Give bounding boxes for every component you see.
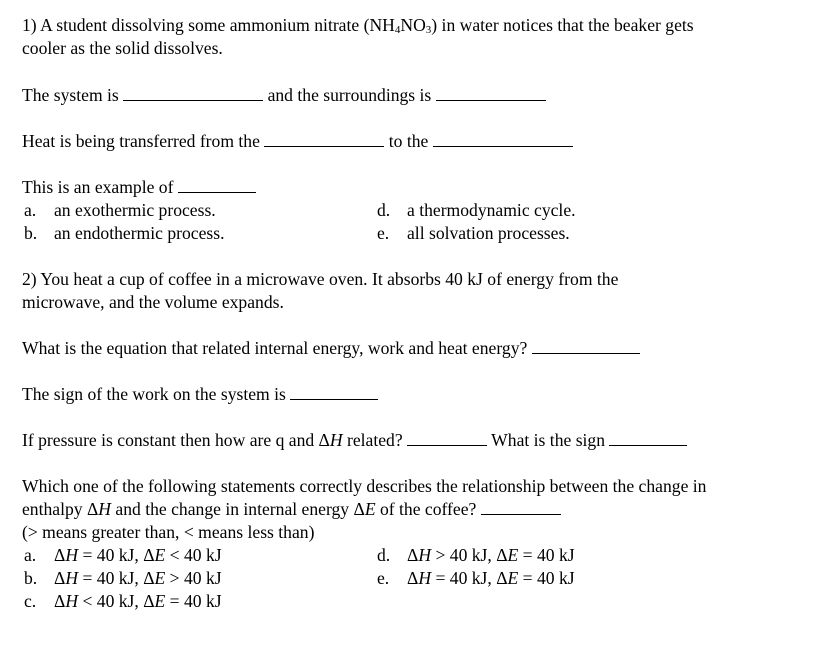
example-answer-blank[interactable] [178,176,256,193]
q1-system-line: The system is and the surroundings is [22,84,546,107]
q2-prompt-line-2: microwave, and the volume expands. [22,292,284,312]
q1-heat-line: Heat is being transferred from the to the [22,130,573,153]
q2-work-sign-line: The sign of the work on the system is [22,383,378,406]
q1-option-b[interactable]: b. an endothermic process. [24,223,225,243]
q2-prompt-line-1: 2) You heat a cup of coffee in a microwave oven. It absorbs 40 kJ of energy from the [22,269,619,289]
q1-option-a[interactable]: a. an exothermic process. [24,200,216,220]
sign-answer-blank[interactable] [609,429,687,446]
q2-option-e[interactable]: e. ΔH = 40 kJ, ΔE = 40 kJ [377,568,575,588]
q2-which-line-2: enthalpy ΔH and the change in internal energy ΔE of the coffee? [22,498,561,521]
heat-to-blank[interactable] [433,130,573,147]
q2-option-c[interactable]: c. ΔH < 40 kJ, ΔE = 40 kJ [24,591,222,611]
equation-answer-blank[interactable] [532,337,640,354]
q1-prompt-line-2: cooler as the solid dissolves. [22,38,223,58]
q-dh-relation-blank[interactable] [407,429,487,446]
q2-option-b[interactable]: b. ΔH = 40 kJ, ΔE > 40 kJ [24,568,222,588]
heat-from-blank[interactable] [264,130,384,147]
q1-option-d[interactable]: d. a thermodynamic cycle. [377,200,576,220]
q2-option-d[interactable]: d. ΔH > 40 kJ, ΔE = 40 kJ [377,545,575,565]
q2-equation-line: What is the equation that related internal energy, work and heat energy? [22,337,640,360]
work-sign-answer-blank[interactable] [290,383,378,400]
q2-note-line: (> means greater than, < means less than) [22,522,315,542]
system-answer-blank[interactable] [123,84,263,101]
q2-pressure-line: If pressure is constant then how are q and ΔH related? What is the sign [22,429,687,452]
q1-example-line: This is an example of [22,176,256,199]
q1-option-e[interactable]: e. all solvation processes. [377,223,570,243]
q2-which-line-1: Which one of the following statements correctly describes the relationship between the change in [22,476,707,496]
q2-option-a[interactable]: a. ΔH = 40 kJ, ΔE < 40 kJ [24,545,222,565]
relationship-answer-blank[interactable] [481,498,561,515]
surroundings-answer-blank[interactable] [436,84,546,101]
q1-prompt-line-1: 1) A student dissolving some ammonium nitrate (NH4NO3) in water notices that the beaker gets [22,15,694,36]
